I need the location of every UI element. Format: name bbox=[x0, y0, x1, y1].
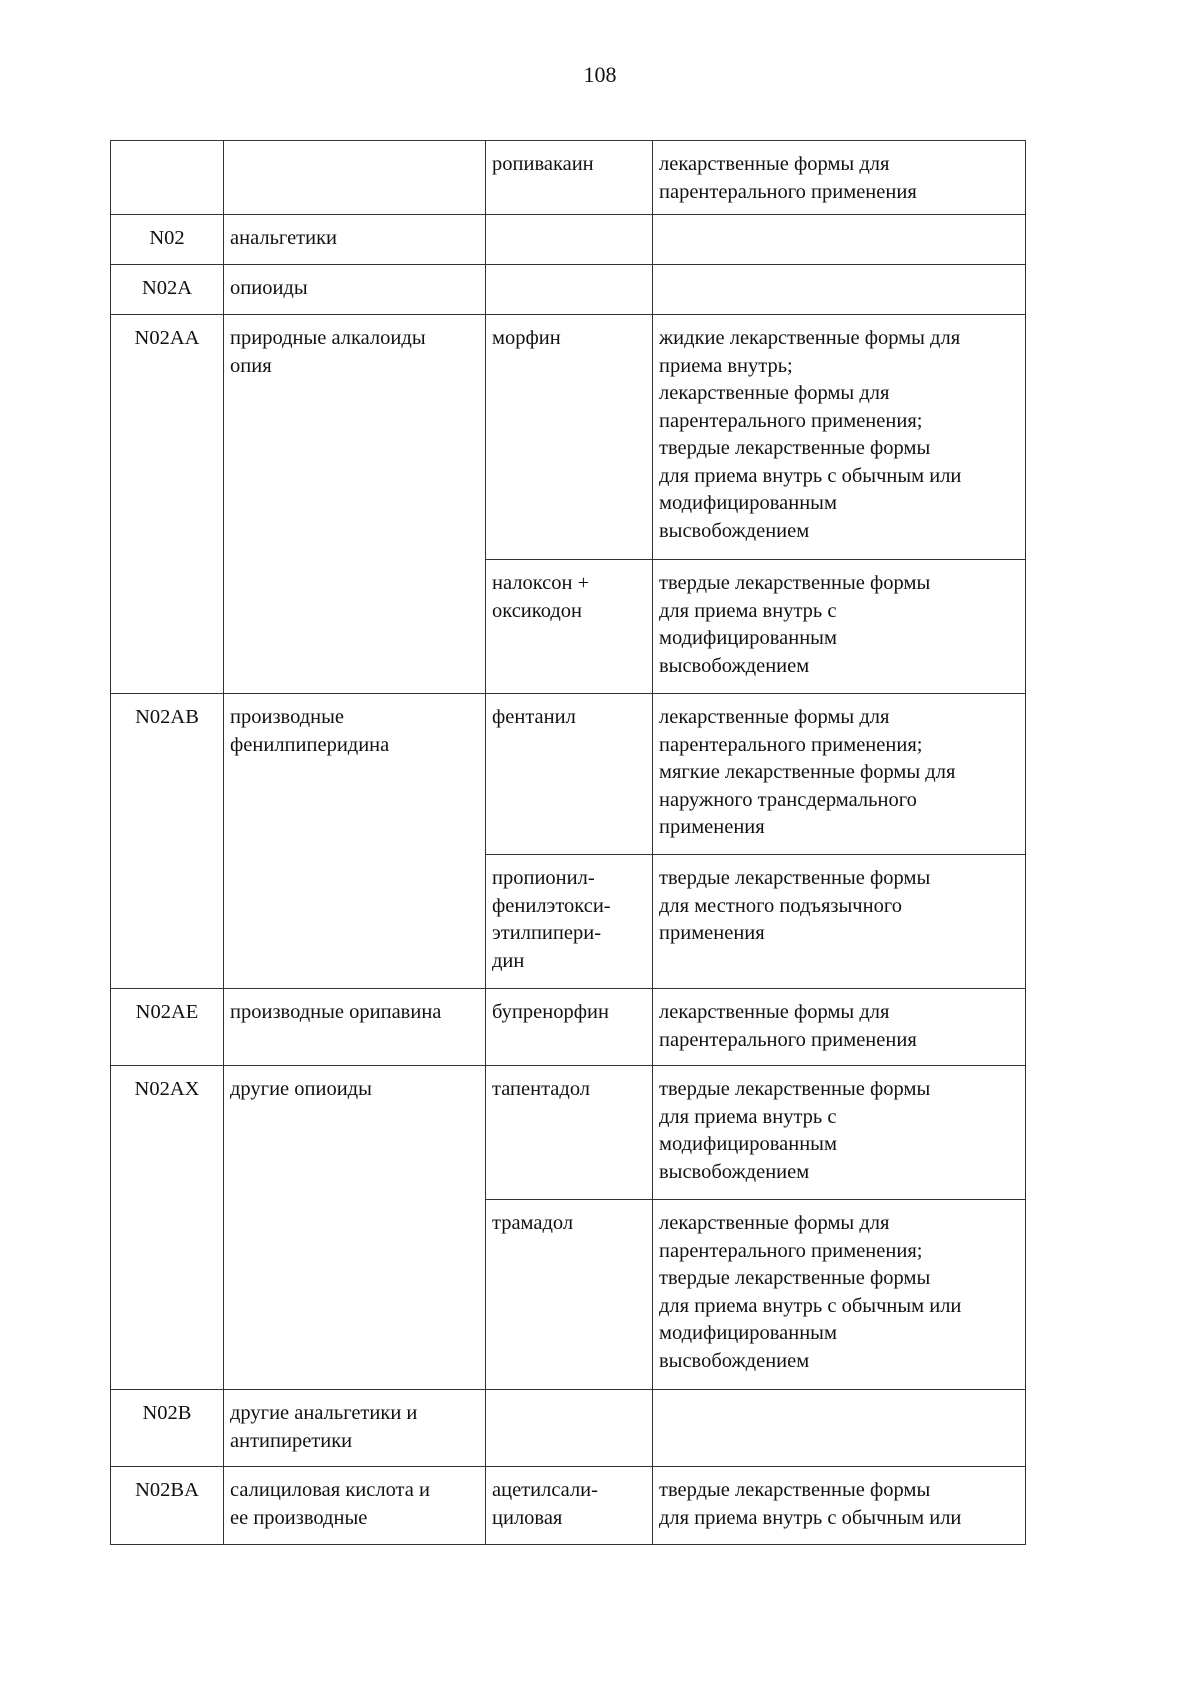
dosage-forms-cell bbox=[653, 1390, 1026, 1467]
table-row bbox=[111, 1467, 1026, 1545]
drug-name-cell: тапентадол bbox=[486, 1066, 653, 1200]
table-row bbox=[111, 141, 1026, 215]
drug-name-cell: пропионил- фенилэтокси- этилпипери- дин bbox=[486, 855, 653, 989]
drug-name-cell: трамадол bbox=[486, 1200, 653, 1390]
table-row bbox=[111, 315, 1026, 560]
table-row bbox=[111, 215, 1026, 265]
table-row bbox=[111, 265, 1026, 315]
atc-code-cell: N02AB bbox=[111, 694, 224, 989]
group-name-cell: другие опиоиды bbox=[224, 1066, 486, 1390]
dosage-forms-cell: лекарственные формы для парентерального применения bbox=[653, 989, 1026, 1066]
group-name-cell: анальгетики bbox=[224, 215, 486, 265]
table-row bbox=[111, 1390, 1026, 1467]
drug-name-cell bbox=[486, 1390, 653, 1467]
atc-code-cell: N02AA bbox=[111, 315, 224, 694]
table-row bbox=[111, 1066, 1026, 1200]
dosage-forms-cell: лекарственные формы для парентерального применения; твердые лекарственные формы для приема внутрь с обычным или модифицированным высвобождением bbox=[653, 1200, 1026, 1390]
dosage-forms-cell: твердые лекарственные формы для местного подъязычного применения bbox=[653, 855, 1026, 989]
drug-name-cell: налоксон + оксикодон bbox=[486, 560, 653, 694]
drug-name-cell: морфин bbox=[486, 315, 653, 560]
atc-code-cell: N02AE bbox=[111, 989, 224, 1066]
dosage-forms-cell: твердые лекарственные формы для приема внутрь с обычным или bbox=[653, 1467, 1026, 1545]
group-name-cell: производные фенилпиперидина bbox=[224, 694, 486, 989]
atc-code-cell: N02B bbox=[111, 1390, 224, 1467]
table-row bbox=[111, 694, 1026, 855]
dosage-forms-cell bbox=[653, 265, 1026, 315]
drug-name-cell bbox=[486, 265, 653, 315]
atc-code-cell: N02A bbox=[111, 265, 224, 315]
drug-name-cell: ацетилсали- циловая bbox=[486, 1467, 653, 1545]
page-number: 108 bbox=[583, 62, 617, 87]
dosage-forms-cell: лекарственные формы для парентерального применения bbox=[653, 141, 1026, 215]
dosage-forms-cell: твердые лекарственные формы для приема внутрь с модифицированным высвобождением bbox=[653, 1066, 1026, 1200]
group-name-cell: салициловая кислота и ее производные bbox=[224, 1467, 486, 1545]
atc-code-cell: N02AX bbox=[111, 1066, 224, 1390]
atc-code-cell: N02 bbox=[111, 215, 224, 265]
dosage-forms-cell: жидкие лекарственные формы для приема внутрь; лекарственные формы для парентерального применения; твердые лекарственные формы для приема внутрь с обычным или модифицированным высвобождением bbox=[653, 315, 1026, 560]
group-name-cell: производные орипавина bbox=[224, 989, 486, 1066]
drug-name-cell: ропивакаин bbox=[486, 141, 653, 215]
dosage-forms-cell: лекарственные формы для парентерального применения; мягкие лекарственные формы для наружного трансдермального применения bbox=[653, 694, 1026, 855]
group-name-cell: опиоиды bbox=[224, 265, 486, 315]
table-row bbox=[111, 989, 1026, 1066]
atc-code-cell: N02BA bbox=[111, 1467, 224, 1545]
drug-table bbox=[110, 140, 1026, 1545]
dosage-forms-cell: твердые лекарственные формы для приема внутрь с модифицированным высвобождением bbox=[653, 560, 1026, 694]
group-name-cell: природные алкалоиды опия bbox=[224, 315, 486, 694]
dosage-forms-cell bbox=[653, 215, 1026, 265]
drug-name-cell: фентанил bbox=[486, 694, 653, 855]
group-name-cell bbox=[224, 141, 486, 215]
atc-code-cell bbox=[111, 141, 224, 215]
group-name-cell: другие анальгетики и антипиретики bbox=[224, 1390, 486, 1467]
drug-name-cell: бупренорфин bbox=[486, 989, 653, 1066]
drug-name-cell bbox=[486, 215, 653, 265]
